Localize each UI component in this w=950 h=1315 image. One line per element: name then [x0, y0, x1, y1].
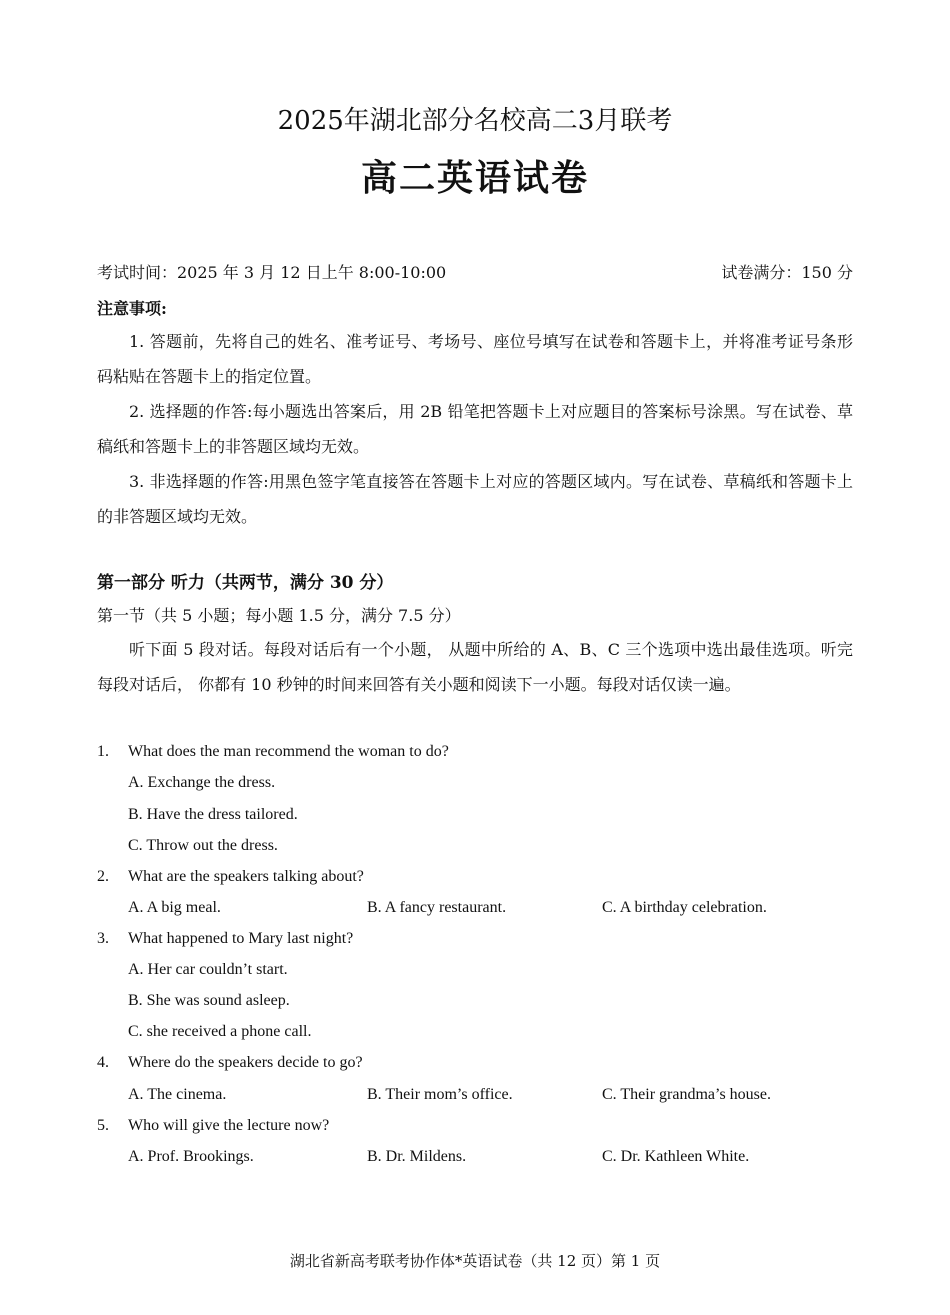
option-c: C. she received a phone call.: [128, 1023, 312, 1040]
exam-subtitle: 高二英语试卷: [360, 157, 589, 199]
question-text: Where do the speakers decide to go?: [128, 1054, 363, 1071]
option-a: A. Her car couldn’t start.: [128, 961, 288, 978]
question-text: What does the man recommend the woman to do?: [128, 743, 449, 760]
option-b: B. Dr. Mildens.: [367, 1148, 467, 1165]
notice-item-1: 1. 答题前，先将自己的姓名、准考证号、考场号、座位号填写在试卷和答题卡上，并将准考证号条形码粘贴在答题卡上的指定位置。: [97, 332, 853, 386]
option-a: A. Exchange the dress.: [128, 774, 276, 791]
option-c: C. Their grandma’s house.: [602, 1086, 772, 1103]
option-b: B. Their mom’s office.: [367, 1086, 513, 1103]
option-c: C. Dr. Kathleen White.: [602, 1148, 750, 1165]
exam-title: 2025年湖北部分名校高二3月联考: [277, 106, 673, 136]
notice-item-2: 2. 选择题的作答:每小题选出答案后，用 2B 铅笔把答题卡上对应题目的答案标号涂黑。写在试卷、草稿纸和答题卡上的非答题区域均无效。: [97, 402, 853, 456]
question-number: 3.: [97, 930, 109, 947]
notice-heading: 注意事项:: [97, 299, 167, 318]
exam-time: 考试时间：2025 年 3 月 12 日上午 8:00-10:00: [97, 263, 447, 282]
option-c: C. A birthday celebration.: [602, 899, 767, 916]
question-number: 5.: [97, 1117, 109, 1134]
option-b: B. She was sound asleep.: [128, 992, 290, 1009]
section1-heading: 第一节（共 5 小题；每小题 1.5 分，满分 7.5 分）: [97, 606, 461, 625]
option-a: A. A big meal.: [128, 899, 221, 916]
question-text: What are the speakers talking about?: [128, 868, 364, 885]
full-score: 试卷满分：150 分: [721, 263, 853, 282]
part1-heading: 第一部分 听力（共两节，满分 30 分）: [97, 573, 394, 593]
option-b: B. A fancy restaurant.: [367, 899, 507, 916]
question-text: What happened to Mary last night?: [128, 930, 354, 947]
question-number: 1.: [97, 743, 109, 760]
notice-item-3: 3. 非选择题的作答:用黑色签字笔直接答在答题卡上对应的答题区域内。写在试卷、草稿纸和答题卡上的非答题区域均无效。: [97, 472, 853, 526]
option-a: A. Prof. Brookings.: [128, 1148, 254, 1165]
listening-instructions: 听下面 5 段对话。每段对话后有一个小题， 从题中所给的 A、B、C 三个选项中选出最佳选项。听完每段对话后， 你都有 10 秒钟的时间来回答有关小题和阅读下一小题。每段对话仅读一遍。: [97, 640, 853, 694]
question-number: 2.: [97, 868, 109, 885]
option-c: C. Throw out the dress.: [128, 837, 278, 854]
question-text: Who will give the lecture now?: [128, 1117, 330, 1134]
option-a: A. The cinema.: [128, 1086, 227, 1103]
option-b: B. Have the dress tailored.: [128, 806, 298, 823]
question-number: 4.: [97, 1054, 109, 1071]
page-footer: 湖北省新高考联考协作体*英语试卷（共 12 页）第 1 页: [289, 1252, 661, 1270]
